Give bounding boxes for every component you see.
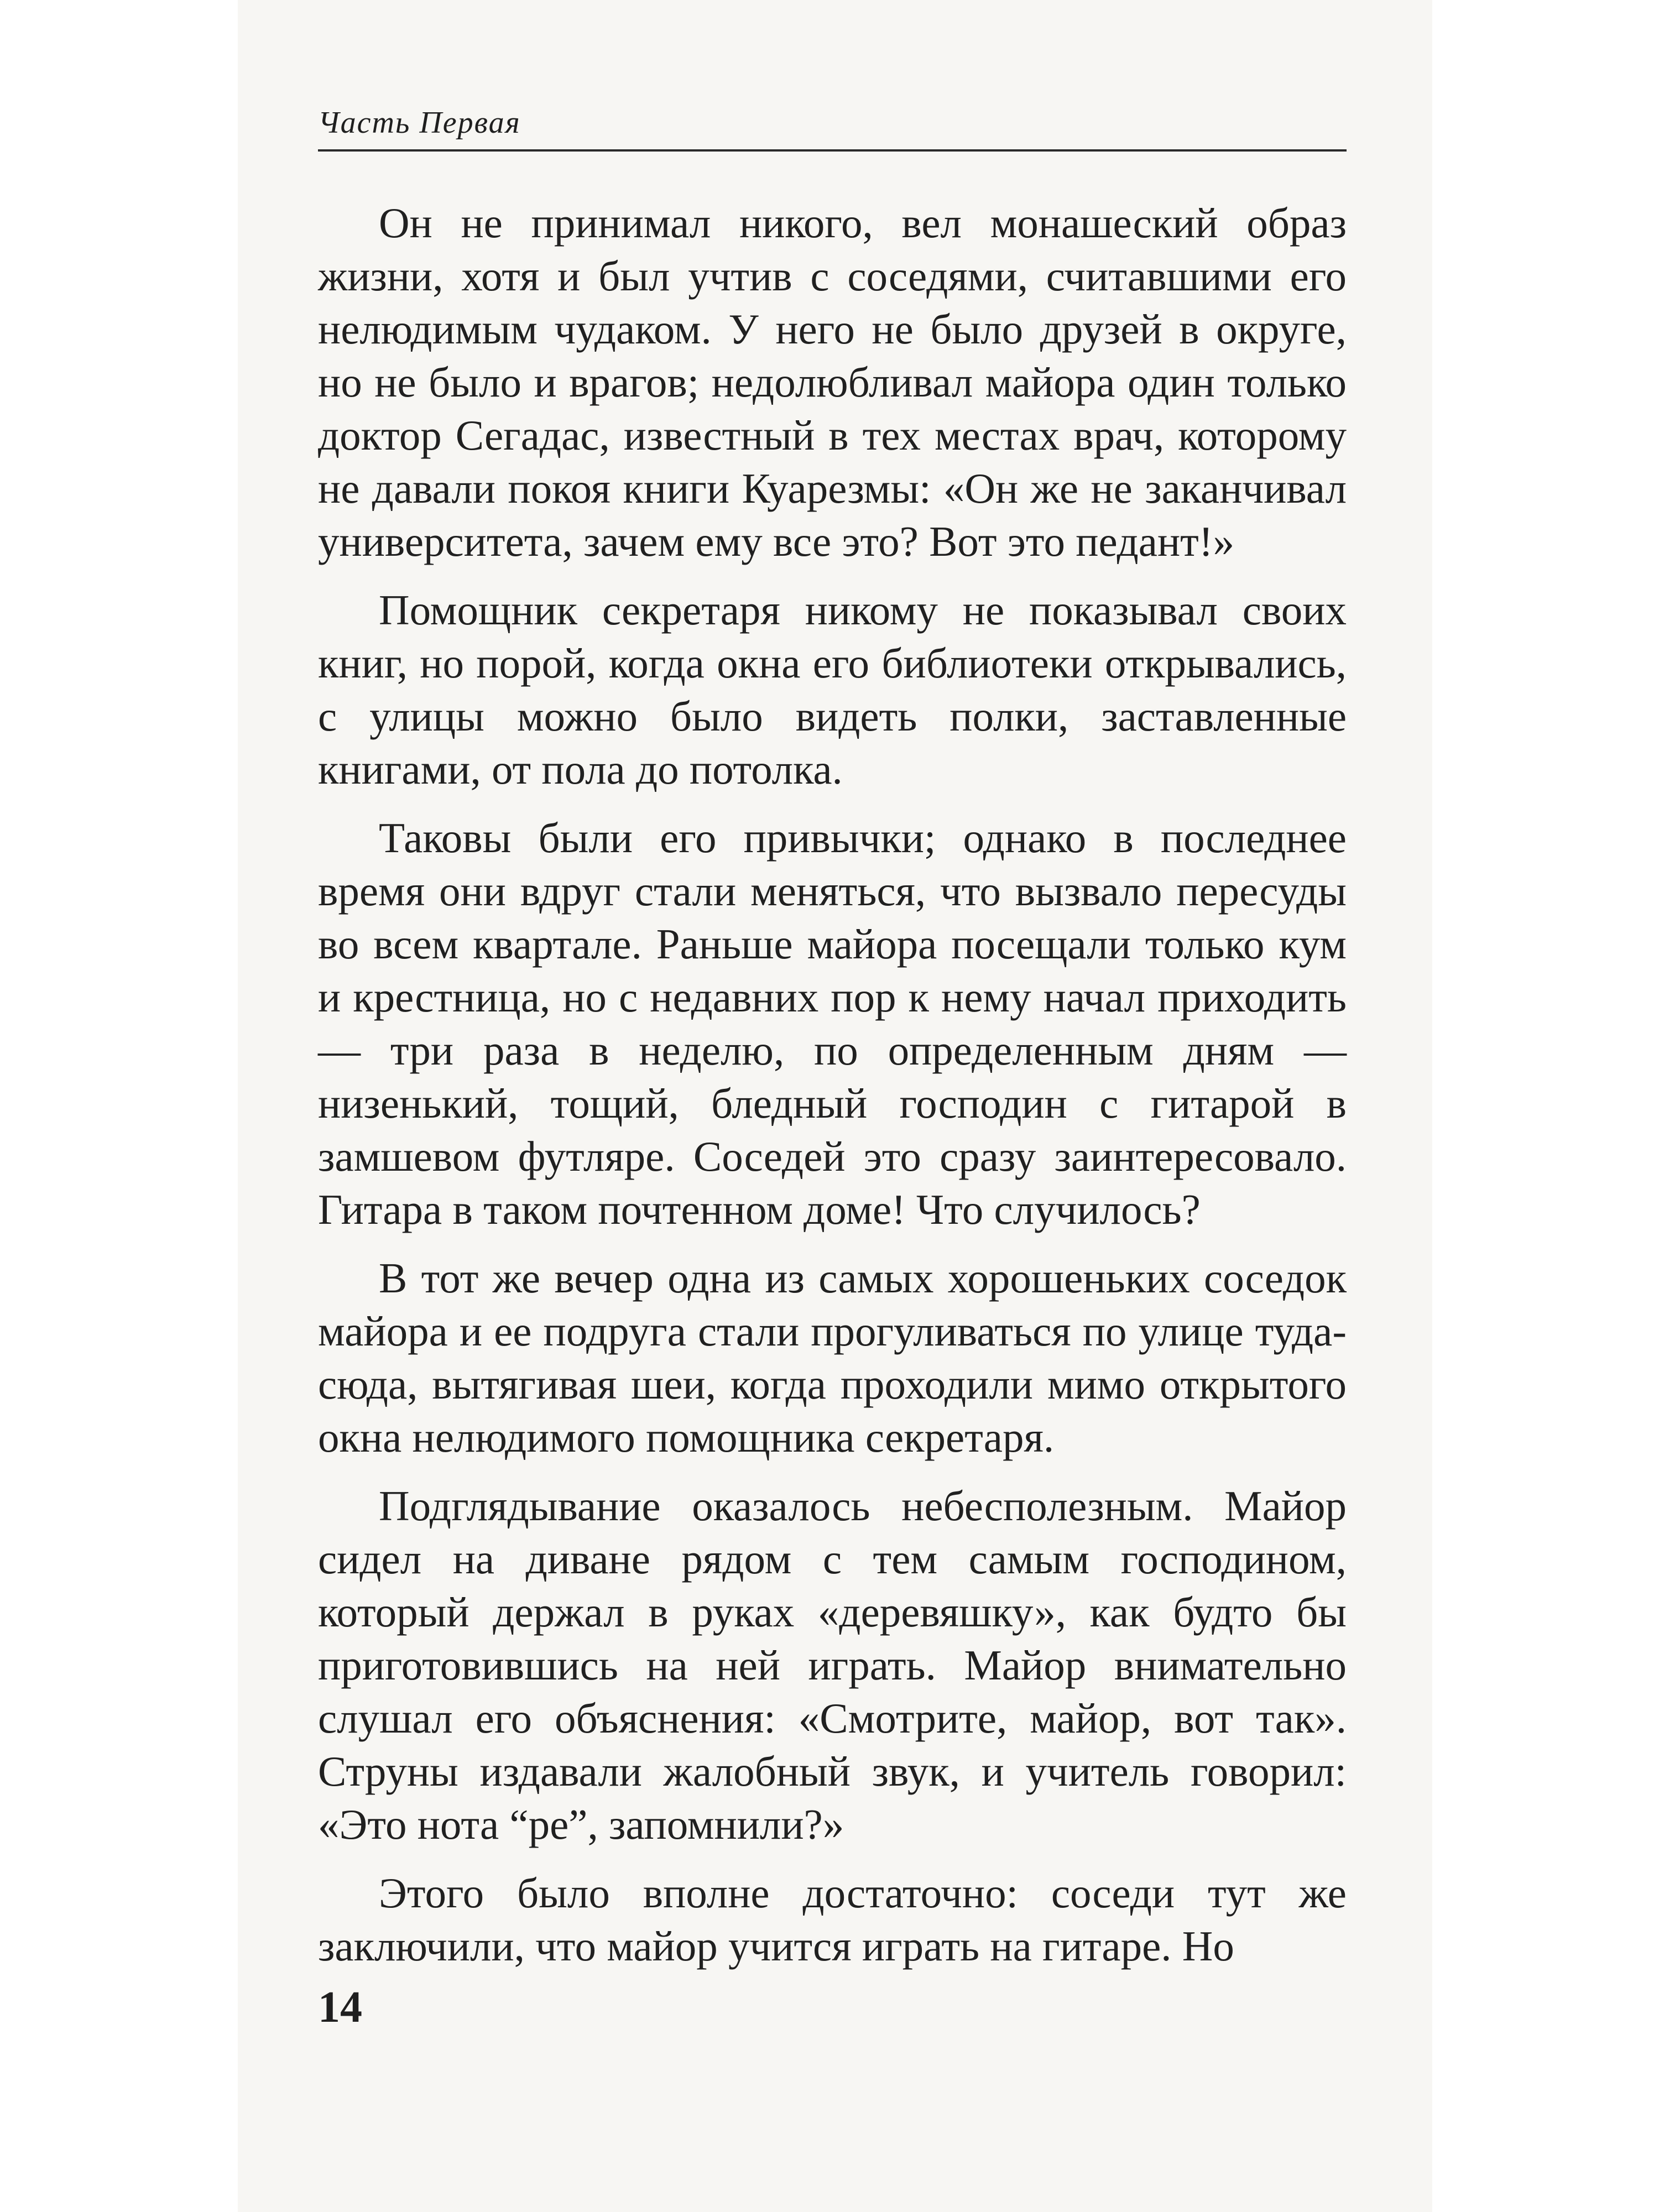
- running-header: [318, 102, 1347, 152]
- paragraph: В тот же вечер одна из самых хорошеньких соседок майора и ее подруга стали прогуливаться по улице туда-сюда, вытягивая шеи, когда проходили мимо открытого окна нелюдимого помощника секретаря.: [318, 1254, 1347, 1461]
- paragraph: Помощник секретаря никому не показывал своих книг, но порой, когда окна его библиотеки открывались, с улицы можно было видеть полки, заставленные книгами, от пола до потолка.: [318, 586, 1347, 793]
- paragraph: Он не принимал никого, вел монашеский образ жизни, хотя и был учтив с соседями, считавшими его нелюдимым чудаком. У него не было друзей в округе, но не было и врагов; недолюбливал майора один только доктор Сегадас, известный в тех местах врач, которому не давали покоя книги Куарезмы: «Он же не заканчивал университета, зачем ему все это? Вот это педант!»: [318, 199, 1347, 565]
- paragraph: Подглядывание оказалось небесполезным. Майор сидел на диване рядом с тем самым господином, который держал в руках «деревяшку», как будто бы приготовившись на ней играть. Майор внимательно слушал его объяснения: «Смотрите, майор, вот так». Струны издавали жалобный звук, и учитель говорил: «Это нота “ре”, запомнили?»: [318, 1482, 1347, 1848]
- main-text: [318, 196, 1347, 1988]
- paragraph: Таковы были его привычки; однако в последнее время они вдруг стали меняться, что вызвало пересуды во всем квартале. Раньше майора посещали только кум и крестница, но с недавних пор к нему начал приходить — три раза в неделю, по определенным дням — низенький, тощий, бледный господин с гитарой в замшевом футляре. Соседей это сразу заинтересовало. Гитара в таком почтенном доме! Что случилось?: [318, 814, 1347, 1233]
- paragraph: Этого было вполне достаточно: соседи тут же заключили, что майор учится играть на гитаре. Но: [318, 1869, 1347, 1970]
- section-title: Часть Первая: [318, 106, 521, 140]
- page-number: 14: [318, 1983, 362, 2032]
